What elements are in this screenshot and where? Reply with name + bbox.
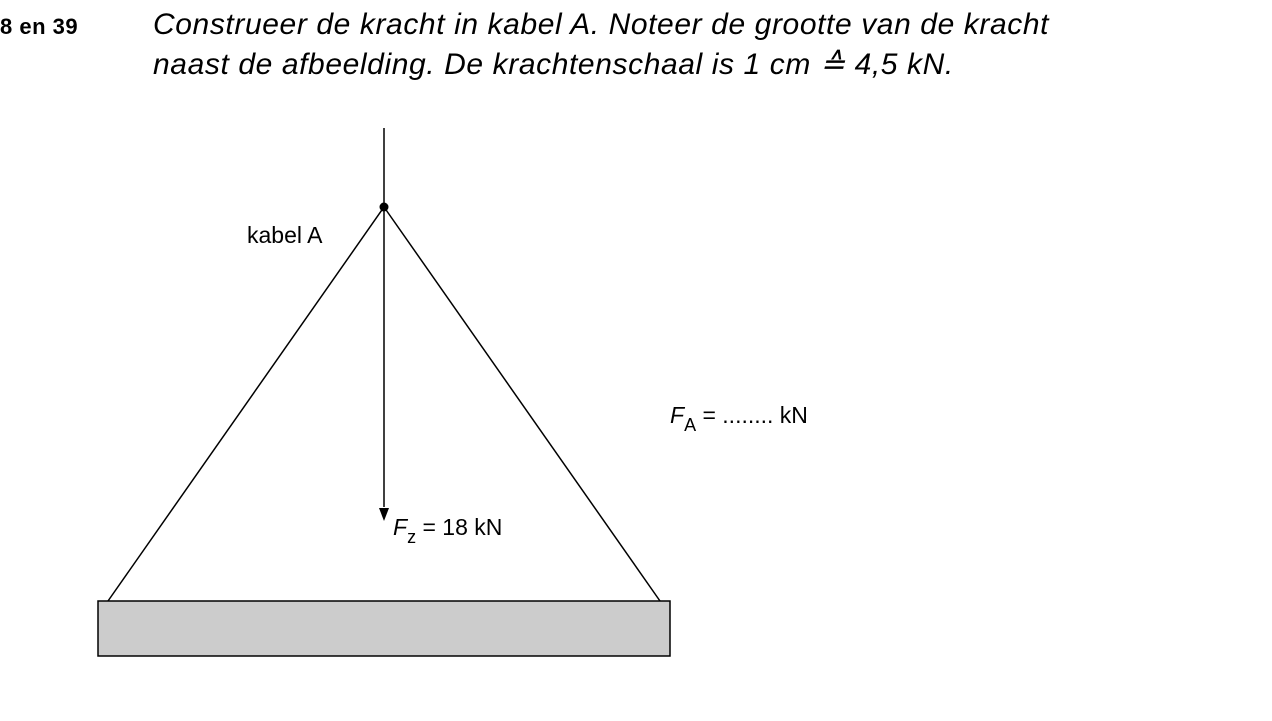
gravity-force-label: [393, 514, 502, 547]
gravity-force-subscript: z: [407, 527, 417, 547]
cable-a-force-answer: [670, 402, 808, 435]
cable-right: [384, 207, 660, 601]
cable-a-left: [108, 207, 384, 601]
answer-force-symbol: F: [670, 402, 685, 428]
answer-force-subscript: A: [684, 415, 697, 435]
question-text-line-2: naast de afbeelding. De krachtenschaal is 1 cm ≙ 4,5 kN.: [153, 48, 954, 81]
cable-a-label: kabel A: [247, 222, 323, 248]
answer-force-value: = ........ kN: [696, 402, 808, 428]
arrowhead-icon: [379, 508, 389, 521]
question-number: 8 en 39: [0, 14, 79, 39]
suspension-point: [380, 203, 389, 212]
question-text-line-1: Construeer de kracht in kabel A. Noteer de grootte van de kracht: [153, 8, 1050, 41]
gravity-force-symbol: F: [393, 514, 408, 540]
load-block: [98, 601, 670, 656]
gravity-force-value: = 18 kN: [416, 514, 503, 540]
